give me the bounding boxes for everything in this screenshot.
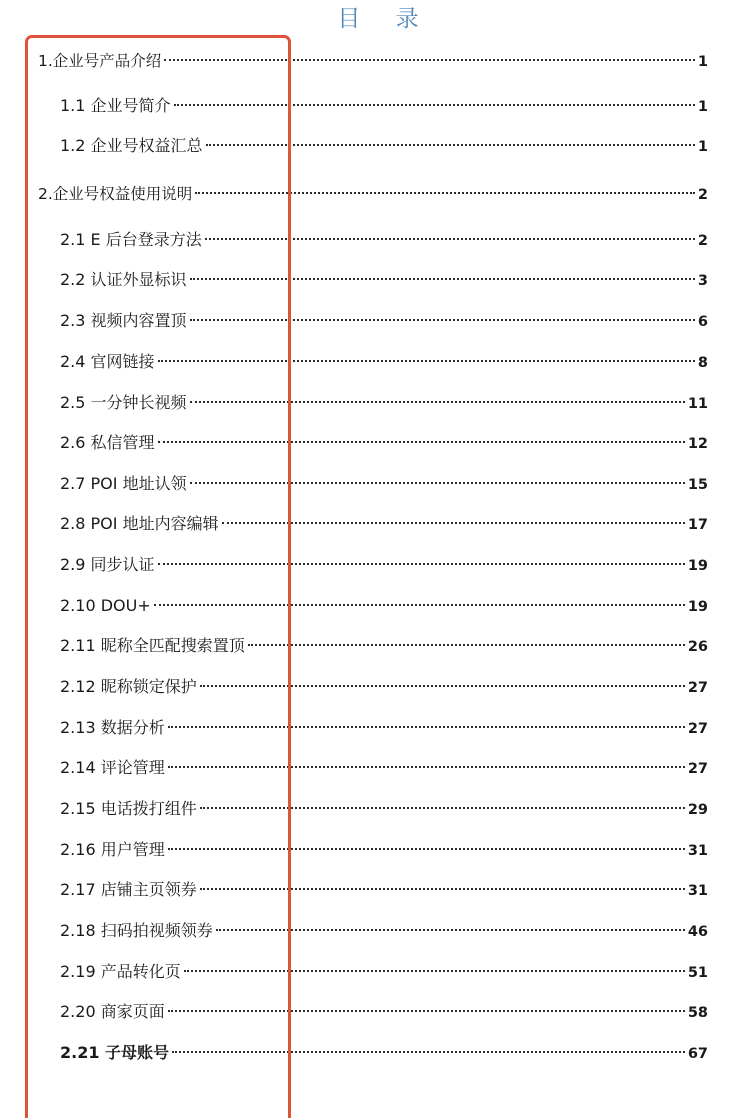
toc-entry-page: 1 [697, 99, 708, 115]
toc-entry[interactable] [60, 716, 708, 740]
toc-entry-page: 11 [687, 396, 708, 412]
toc-entry-label: 2.1 E 后台登录方法 [60, 230, 202, 249]
toc-entry-label: 2.10 DOU+ [60, 596, 151, 615]
dot-leader [190, 400, 685, 403]
toc-entry-label: 2.5 一分钟长视频 [60, 393, 187, 412]
toc-entry-label: 1.企业号产品介绍 [38, 52, 162, 70]
dot-leader [158, 359, 695, 362]
toc-entry-label: 2.2 认证外显标识 [60, 270, 187, 289]
dot-leader [168, 847, 685, 850]
toc-entry-label: 2.14 评论管理 [60, 758, 165, 777]
toc-entry-page: 67 [687, 1046, 708, 1062]
toc-entry-page: 26 [687, 639, 708, 655]
dot-leader [168, 1009, 685, 1012]
toc-entry-label: 2.9 同步认证 [60, 555, 155, 574]
toc-entry-label: 2.8 POI 地址内容编辑 [60, 514, 219, 533]
toc-entry-label: 2.21 子母账号 [60, 1043, 170, 1062]
toc-entry[interactable] [60, 1041, 708, 1065]
toc-entry-label: 2.4 官网链接 [60, 352, 155, 371]
toc-entry-page: 29 [687, 802, 708, 818]
toc-entry[interactable] [60, 756, 708, 780]
toc-entry[interactable] [60, 797, 708, 821]
dot-leader [190, 318, 695, 321]
dot-leader [172, 1050, 685, 1053]
toc-entry[interactable] [60, 512, 708, 536]
dot-leader [158, 440, 685, 443]
toc-entry-page: 15 [687, 477, 708, 493]
toc-entry[interactable] [60, 634, 708, 658]
toc-entry-label: 2.3 视频内容置顶 [60, 311, 187, 330]
toc-entry[interactable] [60, 94, 708, 118]
toc-entry[interactable] [60, 431, 708, 455]
toc-entry-page: 46 [687, 924, 708, 940]
toc-entry[interactable] [60, 1000, 708, 1024]
toc-entry-label: 2.6 私信管理 [60, 433, 155, 452]
toc-entry[interactable] [60, 391, 708, 415]
toc-entry[interactable] [60, 228, 708, 252]
toc-entry-page: 27 [687, 761, 708, 777]
toc-entry-page: 31 [687, 843, 708, 859]
toc-entry[interactable] [60, 919, 708, 943]
toc-entry-page: 51 [687, 965, 708, 981]
toc-entry-label: 2.20 商家页面 [60, 1002, 165, 1021]
toc-entry-label: 1.1 企业号简介 [60, 96, 171, 115]
toc-entry-page: 27 [687, 721, 708, 737]
toc-entry[interactable] [60, 553, 708, 577]
toc-entry-page: 19 [687, 599, 708, 615]
toc-entry-label: 2.7 POI 地址认领 [60, 474, 187, 493]
toc-entry-page: 12 [687, 436, 708, 452]
dot-leader [190, 277, 695, 280]
toc-entry-page: 2 [697, 233, 708, 249]
dot-leader [216, 928, 685, 931]
toc-entry-label: 2.13 数据分析 [60, 718, 165, 737]
dot-leader [154, 603, 685, 606]
toc-entry[interactable] [60, 878, 708, 902]
dot-leader [174, 103, 695, 106]
toc-entry-label: 2.18 扫码拍视频领券 [60, 921, 213, 940]
dot-leader [168, 765, 685, 768]
toc-entry-page: 1 [697, 54, 708, 70]
toc-entry[interactable] [38, 182, 708, 206]
dot-leader [200, 806, 685, 809]
dot-leader [164, 58, 695, 61]
dot-leader [195, 191, 695, 194]
toc-entry-label: 2.11 昵称全匹配搜索置顶 [60, 636, 245, 655]
toc-entry-label: 2.12 昵称锁定保护 [60, 677, 197, 696]
toc-entry-page: 3 [697, 273, 708, 289]
toc-entry-label: 1.2 企业号权益汇总 [60, 136, 203, 155]
toc-entry[interactable] [60, 309, 708, 333]
toc-entry[interactable] [60, 134, 708, 158]
toc-entry[interactable] [38, 49, 708, 73]
dot-leader [206, 143, 695, 146]
toc-entry-label: 2.15 电话拨打组件 [60, 799, 197, 818]
page-title: 目 录 [337, 6, 433, 32]
dot-leader [200, 684, 685, 687]
dot-leader [190, 481, 685, 484]
toc-entry[interactable] [60, 675, 708, 699]
toc-entry-label: 2.17 店铺主页领券 [60, 880, 197, 899]
toc-entry-page: 58 [687, 1005, 708, 1021]
toc-entry[interactable] [60, 594, 708, 618]
dot-leader [222, 521, 685, 524]
toc-entry[interactable] [60, 838, 708, 862]
dot-leader [158, 562, 685, 565]
toc-entry-label: 2.16 用户管理 [60, 840, 165, 859]
toc-entry-page: 8 [697, 355, 708, 371]
toc-entry[interactable] [60, 268, 708, 292]
toc-entry-page: 6 [697, 314, 708, 330]
toc-entry[interactable] [60, 960, 708, 984]
toc-entry-page: 31 [687, 883, 708, 899]
toc-entry-page: 17 [687, 517, 708, 533]
dot-leader [168, 725, 685, 728]
toc-entry-page: 27 [687, 680, 708, 696]
toc-entry-label: 2.企业号权益使用说明 [38, 185, 193, 203]
toc-entry[interactable] [60, 350, 708, 374]
dot-leader [248, 643, 685, 646]
dot-leader [200, 887, 685, 890]
toc-entry[interactable] [60, 472, 708, 496]
toc-entry-page: 2 [697, 187, 708, 203]
toc-entry-page: 1 [697, 139, 708, 155]
toc-entry-label: 2.19 产品转化页 [60, 962, 181, 981]
dot-leader [205, 237, 695, 240]
toc-entry-page: 19 [687, 558, 708, 574]
dot-leader [184, 969, 685, 972]
